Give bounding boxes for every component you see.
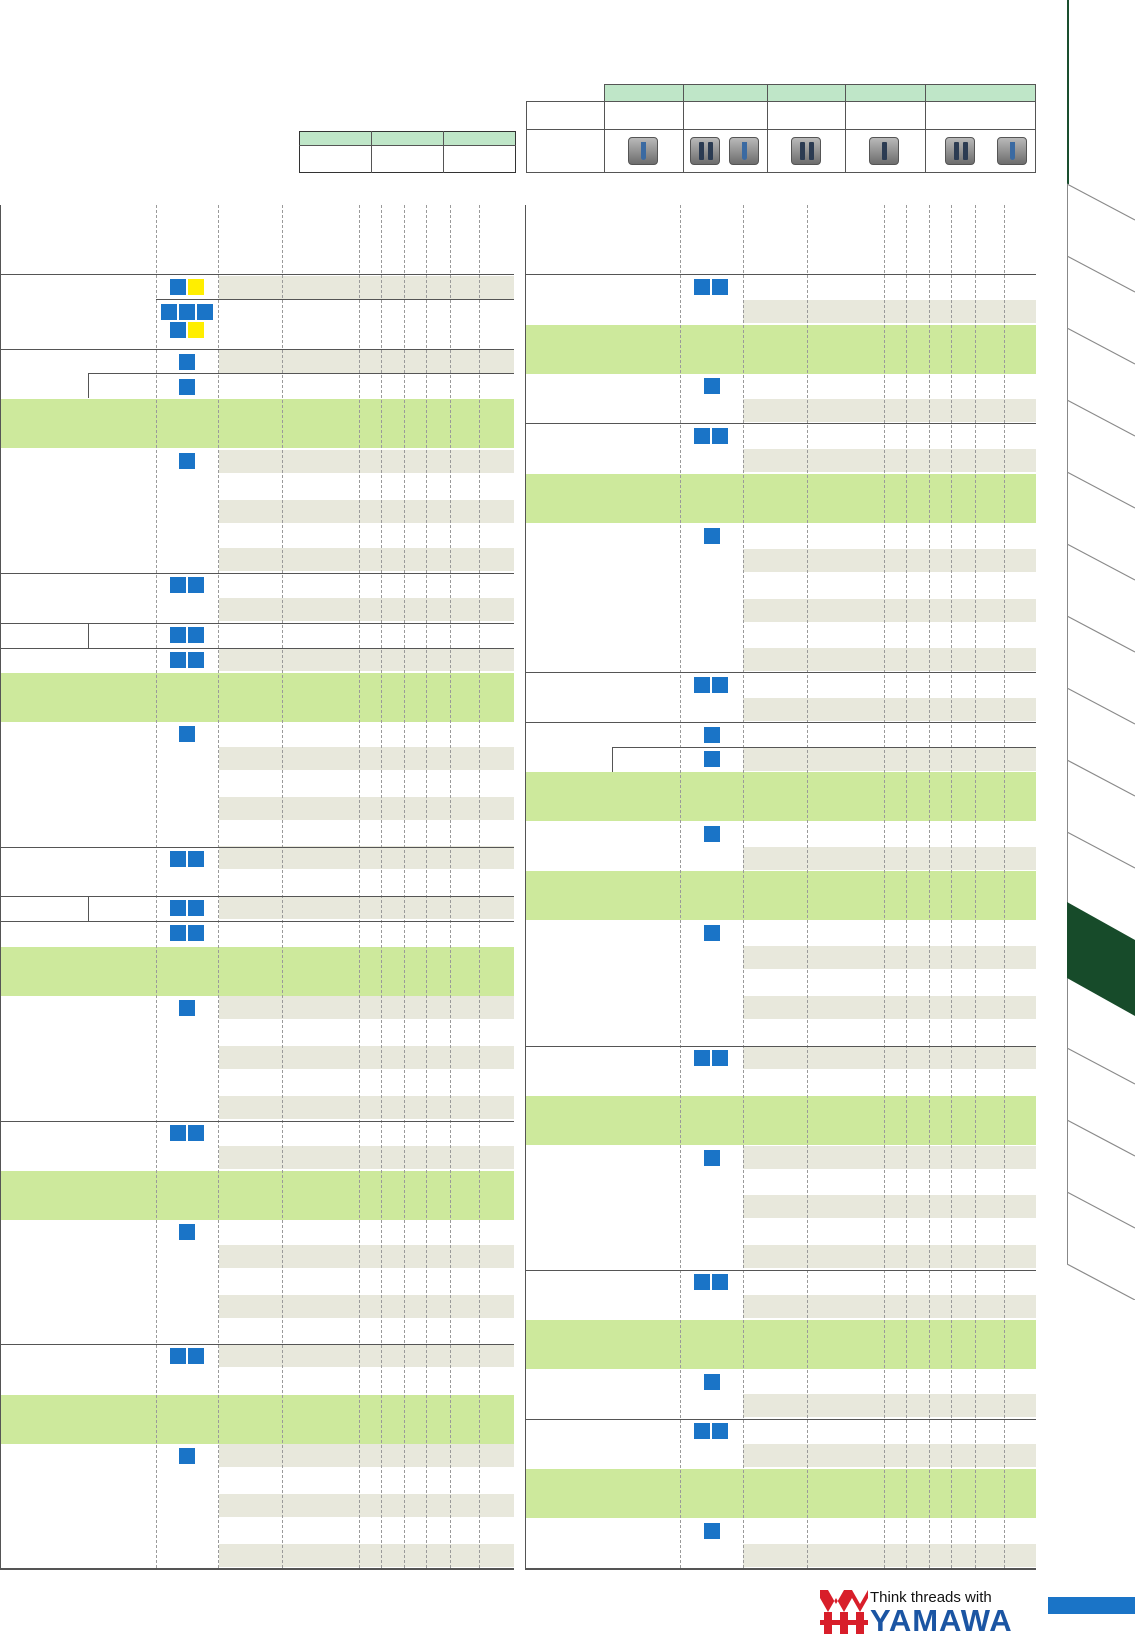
- tool-icon-u: [997, 137, 1027, 165]
- page-tab-marker: [1048, 1597, 1135, 1614]
- tool-icon-u: [729, 137, 759, 165]
- tagline: Think threads with: [870, 1589, 992, 1606]
- side-index-tab[interactable]: [1067, 180, 1135, 1300]
- tool-icon-i: [869, 137, 899, 165]
- tool-icon-u: [628, 137, 658, 165]
- tool-icon-ii: [945, 137, 975, 165]
- tool-icon-ii: [690, 137, 720, 165]
- brand-name: YAMAWA: [870, 1603, 1013, 1638]
- tool-icon-ii: [791, 137, 821, 165]
- yamawa-logo: [820, 1590, 868, 1634]
